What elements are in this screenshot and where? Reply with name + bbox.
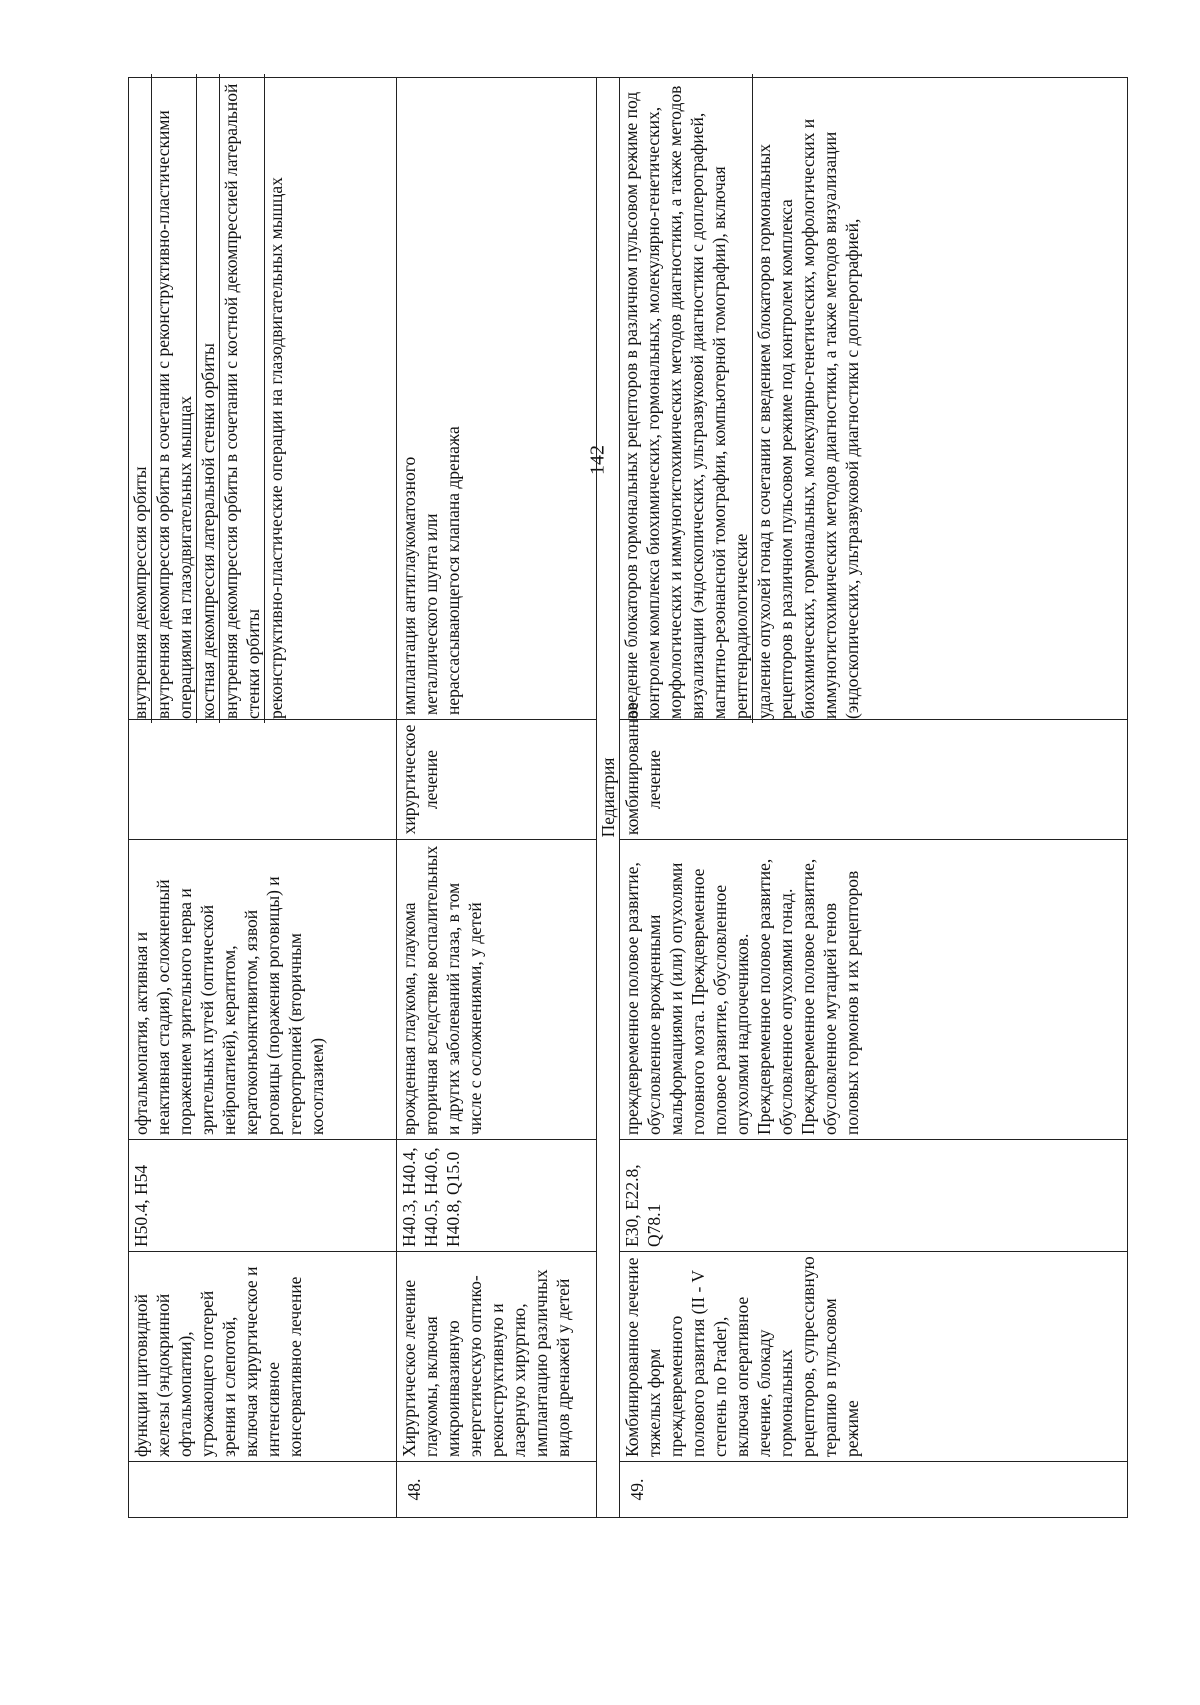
treatment-name: Хирургическое лечение глаукомы, включая микроинвазивную энергетическую оптико-реконструктивную и лазерную хирургию, имплантацию различных видов дренажей у детей xyxy=(397,1252,597,1462)
treatment-methods xyxy=(397,78,597,720)
treatment-methods xyxy=(620,78,1128,720)
table-row xyxy=(620,78,1128,1518)
icd-codes: H40.3, H40.4, H40.5, H40.6, H40.8, Q15.0 xyxy=(397,1140,597,1252)
diagnosis: офтальмопатия, активная и неактивная стадия), осложненный поражением зрительного нерва и зрительных путей (оптической нейропатией), кератитом, кератоконъюнктивитом, язвой роговицы (поражения роговицы) и гетеротропией (вторичным косоглазием) xyxy=(129,840,397,1140)
row-number: 49. xyxy=(620,1462,1128,1518)
icd-codes: E30, E22.8, Q78.1 xyxy=(620,1140,1128,1252)
row-number: 48. xyxy=(397,1462,597,1518)
treatment-table xyxy=(128,77,1128,1518)
method-item: внутренняя декомпрессия орбиты в сочетании с реконструктивно-пластическими операциями на глазодвигательных мышцах xyxy=(152,74,197,723)
treatment-name: функции щитовидной железы (эндокринной офтальмопатии), угрожающего потерей зрения и слепотой, включая хирургическое и интенсивное консервативное лечение xyxy=(129,1252,397,1462)
treatment-type: комбинированное лечение xyxy=(620,720,1128,840)
method-item: имплантация антиглаукоматозного металлического шунта или нерассасывающегося клапана дренажа xyxy=(399,426,463,715)
row-number xyxy=(129,1462,397,1518)
method-item: внутренняя декомпрессия орбиты xyxy=(129,74,152,723)
method-item: удаление опухолей гонад в сочетании с введением блокаторов гормональных рецепторов в различном пульсовом режиме под контролем комплекса биохимических, гормональных, молекулярно-генетических, морфологических и иммуногистохимических методов диагностики, а также методов визуализации (эндоскопических, ультразвуковой диагностики с доплерографией, xyxy=(754,118,862,719)
method-item: внутренняя декомпрессия орбиты в сочетании с костной декомпрессией латеральной стенки орбиты xyxy=(220,74,265,723)
section-title: Педиатрия xyxy=(597,78,620,1518)
section-row xyxy=(597,78,620,1518)
method-item: костная декомпрессия латеральной стенки орбиты xyxy=(197,74,220,723)
table-row xyxy=(397,78,597,1518)
treatment-name: Комбинированное лечение тяжелых форм преждевременного полового развития (II - V степень по Prader), включая оперативное лечение, блокаду гормональных рецепторов, супрессивную терапию в пульсовом режиме xyxy=(620,1252,1128,1462)
table-row xyxy=(129,78,397,1518)
document-table-rotated xyxy=(128,78,1128,1518)
page-number: 142 xyxy=(586,445,609,475)
diagnosis: врожденная глаукома, глаукома вторичная вследствие воспалительных и других заболеваний глаза, в том числе с осложнениями, у детей xyxy=(397,840,597,1140)
treatment-methods xyxy=(129,78,397,720)
method-item: введение блокаторов гормональных рецепторов в различном пульсовом режиме под контролем комплекса биохимических, гормональных, молекулярно-генетических, морфологических и иммуногистохимических методов диагностики, а также методов визуализации (эндоскопических, ультразвуковой диагностики с доплерографией, магнитно-резонансной томографии, компьютерной томографии), включая рентгенрадиологические xyxy=(620,74,753,723)
method-item: реконструктивно-пластические операции на глазодвигательных мышцах xyxy=(266,177,286,719)
icd-codes: H50.4, H54 xyxy=(129,1140,397,1252)
treatment-type: хирургическое лечение xyxy=(397,720,597,840)
treatment-type xyxy=(129,720,397,840)
diagnosis: преждевременное половое развитие, обусловленное врожденными мальформациями и (или) опухолями головного мозга. Преждевременное половое развитие, обусловленное опухолями надпочечников. Преждевременное половое развитие, обусловленное опухолями гонад. Преждевременное половое развитие, обусловленное мутацией генов половых гормонов и их рецепторов xyxy=(620,840,1128,1140)
